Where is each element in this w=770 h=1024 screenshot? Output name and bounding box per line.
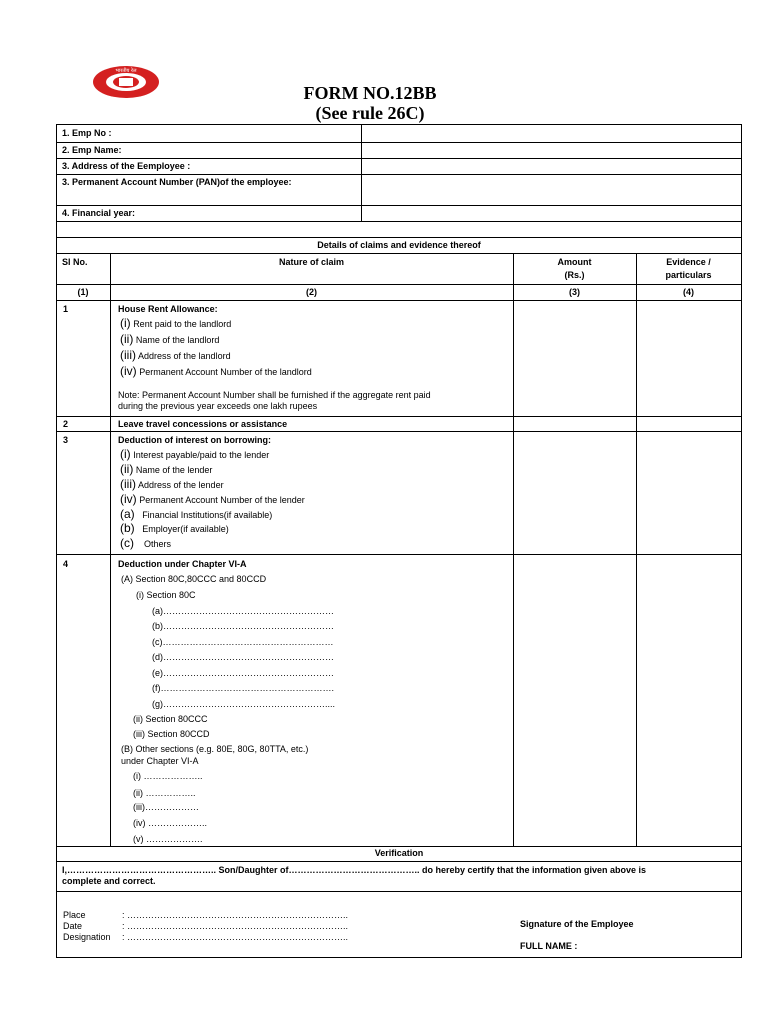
date-label: Date <box>63 921 83 931</box>
emp-pan-label: 3. Permanent Account Number (PAN)of the employee: <box>62 177 292 187</box>
date-field[interactable]: : ……………………………………………………………….. <box>122 921 349 931</box>
section-b-item: (ii) …………….. <box>133 788 196 798</box>
signature-label: Signature of the Employee <box>520 919 634 929</box>
col-num-2: (2) <box>306 287 317 297</box>
section-b-item: (iv) ……………….. <box>133 818 207 828</box>
form-subtitle: (See rule 26C) <box>315 103 425 123</box>
interest-item: (iv) Permanent Account Number of the lender <box>120 492 305 506</box>
designation-field[interactable]: : ……………………………………………………………….. <box>122 932 349 942</box>
section-80c-item: (a)………………………………………………… <box>152 606 334 616</box>
interest-title: Deduction of interest on borrowing: <box>118 435 271 445</box>
row-3-sl: 3 <box>63 435 69 445</box>
financial-year-label: 4. Financial year: <box>62 208 136 218</box>
section-80ccd: (iii) Section 80CCD <box>133 729 210 739</box>
designation-label: Designation <box>63 932 111 942</box>
section-a-heading: (A) Section 80C,80CCC and 80CCD <box>121 574 267 584</box>
col-amount-line1: Amount <box>557 257 592 267</box>
place-label: Place <box>63 910 86 920</box>
interest-item: (c) Others <box>120 536 172 550</box>
section-b-heading-line1: (B) Other sections (e.g. 80E, 80G, 80TTA, etc.) <box>121 744 309 754</box>
row-2-sl: 2 <box>63 419 69 429</box>
col-nature: Nature of claim <box>278 257 345 267</box>
interest-item: (a) Financial Institutions(if available) <box>120 507 273 521</box>
hra-note-line2: during the previous year exceeds one lakh rupees <box>118 401 318 411</box>
section-80c-heading: (i) Section 80C <box>136 590 196 600</box>
chapter6a-title: Deduction under Chapter VI-A <box>118 559 247 569</box>
section-b-item: (iii)……………… <box>133 802 199 812</box>
section-80c-item: (e)………………………………………………… <box>152 668 334 678</box>
col-amount-line2: (Rs.) <box>564 270 585 280</box>
verification-heading: Verification <box>374 848 424 858</box>
section-80c-item: (g)……………………………………………….... <box>152 699 336 709</box>
emp-no-label: 1. Emp No : <box>62 128 112 138</box>
section-80c-item: (c)………………………………………………… <box>152 637 334 647</box>
row-1-sl: 1 <box>63 304 69 314</box>
ltc-title: Leave travel concessions or assistance <box>118 419 288 429</box>
col-num-1: (1) <box>77 287 89 297</box>
row-4-sl: 4 <box>63 559 69 569</box>
interest-item: (ii) Name of the lender <box>120 462 213 476</box>
interest-item: (i) Interest payable/paid to the lender <box>120 447 270 461</box>
section-b-item: (v) ………………. <box>133 834 203 844</box>
section-80ccc: (ii) Section 80CCC <box>133 714 208 724</box>
col-num-4: (4) <box>683 287 694 297</box>
hra-title: House Rent Allowance: <box>118 304 218 314</box>
full-name-label: FULL NAME : <box>520 941 578 951</box>
section-b-item: (i) ……………….. <box>133 771 203 781</box>
hra-item: (i) Rent paid to the landlord <box>120 316 232 330</box>
verification-line1: I,………………………………………….. Son/Daughter of…………………………………….. do hereby certify that the information given above is <box>62 865 647 875</box>
section-80c-item: (d)………………………………………………… <box>152 652 334 662</box>
interest-item: (iii) Address of the lender <box>120 477 224 491</box>
col-evidence-line2: particulars <box>665 270 712 280</box>
emp-address-label: 3. Address of the Eemployee : <box>62 161 191 171</box>
col-sl-no: Sl No. <box>62 257 88 267</box>
section-b-heading-line2: under Chapter VI-A <box>121 756 199 766</box>
col-num-3: (3) <box>569 287 580 297</box>
logo-text: भारतीय रेल <box>115 68 137 74</box>
place-field[interactable]: : ……………………………………………………………….. <box>122 910 349 920</box>
hra-item: (iv) Permanent Account Number of the landlord <box>120 364 312 378</box>
emp-name-label: 2. Emp Name: <box>62 145 122 155</box>
hra-note-line1: Note: Permanent Account Number shall be furnished if the aggregate rent paid <box>118 390 431 400</box>
hra-item: (iii) Address of the landlord <box>120 348 231 362</box>
section-80c-item: (f)…………………………………………………. <box>152 683 334 693</box>
verification-line2: complete and correct. <box>62 876 156 886</box>
col-evidence-line1: Evidence / <box>666 257 711 267</box>
hra-item: (ii) Name of the landlord <box>120 332 220 346</box>
form-title: FORM NO.12BB <box>303 83 437 103</box>
interest-item: (b) Employer(if available) <box>120 521 229 535</box>
section-80c-item: (b)………………………………………………… <box>152 621 334 631</box>
claims-heading: Details of claims and evidence thereof <box>317 240 481 250</box>
